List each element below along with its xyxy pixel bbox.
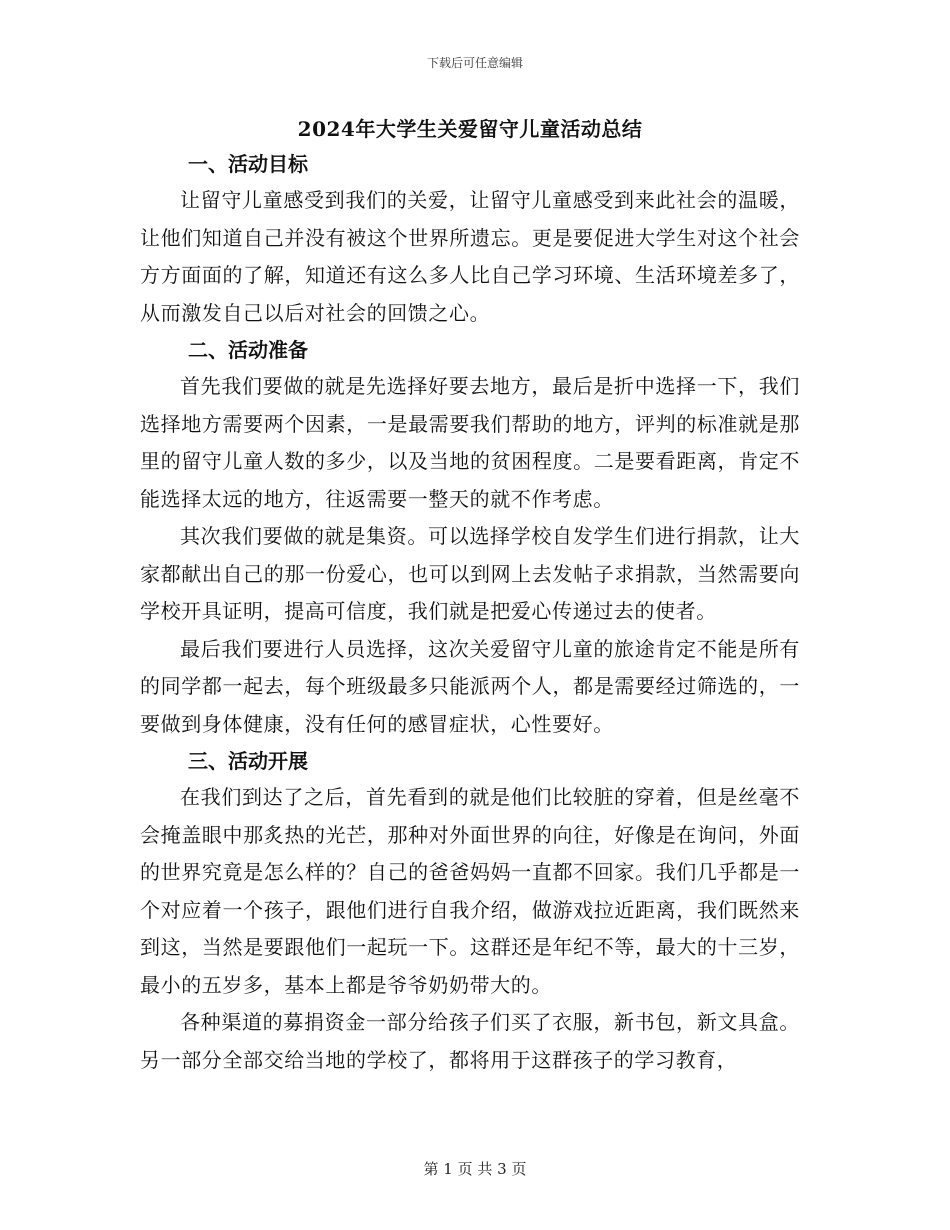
paragraph-goals-1: 让留守儿童感受到我们的关爱，让留守儿童感受到来此社会的温暖，让他们知道自己并没有被这个世界所遗忘。更是要促进大学生对这个社会方方面面的了解，知道还有这么多人比自己学习环境、生活环境差多了，从而激发自己以后对社会的回馈之心。 [140, 188, 800, 325]
section-heading-preparation: 二、活动准备 [188, 338, 308, 362]
header-note: 下载后可任意编辑 [426, 56, 523, 70]
paragraph-activities-2: 各种渠道的募捐资金一部分给孩子们买了衣服，新书包，新文具盒。另一部分全部交给当地的学校了，都将用于这群孩子的学习教育， [140, 1010, 800, 1072]
paragraph-activities-1: 在我们到达了之后，首先看到的就是他们比较脏的穿着，但是丝毫不会掩盖眼中那炙热的光芒，那种对外面世界的向往，好像是在询问，外面的世界究竟是怎么样的？自己的爸爸妈妈一直都不回家。我们几乎都是一个对应着一个孩子，跟他们进行自我介绍，做游戏拉近距离，我们既然来到这，当然是要跟他们一起玩一下。这群还是年纪不等，最大的十三岁，最小的五岁多，基本上都是爷爷奶奶带大的。 [140, 785, 800, 997]
document-title: 2024年大学生关爱留守儿童活动总结 [297, 117, 643, 141]
section-heading-activities: 三、活动开展 [188, 749, 308, 773]
paragraph-preparation-2: 其次我们要做的就是集资。可以选择学校自发学生们进行捐款，让大家都献出自己的那一份爱心，也可以到网上去发帖子求捐款，当然需要向学校开具证明，提高可信度，我们就是把爱心传递过去的使者。 [140, 524, 800, 623]
section-heading-goals: 一、活动目标 [188, 152, 308, 176]
document-body [140, 112, 800, 1079]
page-number-footer: 第 1 页 共 3 页 [423, 1160, 527, 1178]
paragraph-preparation-3: 最后我们要进行人员选择，这次关爱留守儿童的旅途肯定不能是所有的同学都一起去，每个班级最多只能派两个人，都是需要经过筛选的，一要做到身体健康，没有任何的感冒症状，心性要好。 [140, 636, 800, 736]
paragraph-preparation-1: 首先我们要做的就是先选择好要去地方，最后是折中选择一下，我们选择地方需要两个因素，一是最需要我们帮助的地方，评判的标准就是那里的留守儿童人数的多少，以及当地的贫困程度。二是要看距离，肯定不能选择太远的地方，往返需要一整天的就不作考虑。 [140, 374, 800, 511]
